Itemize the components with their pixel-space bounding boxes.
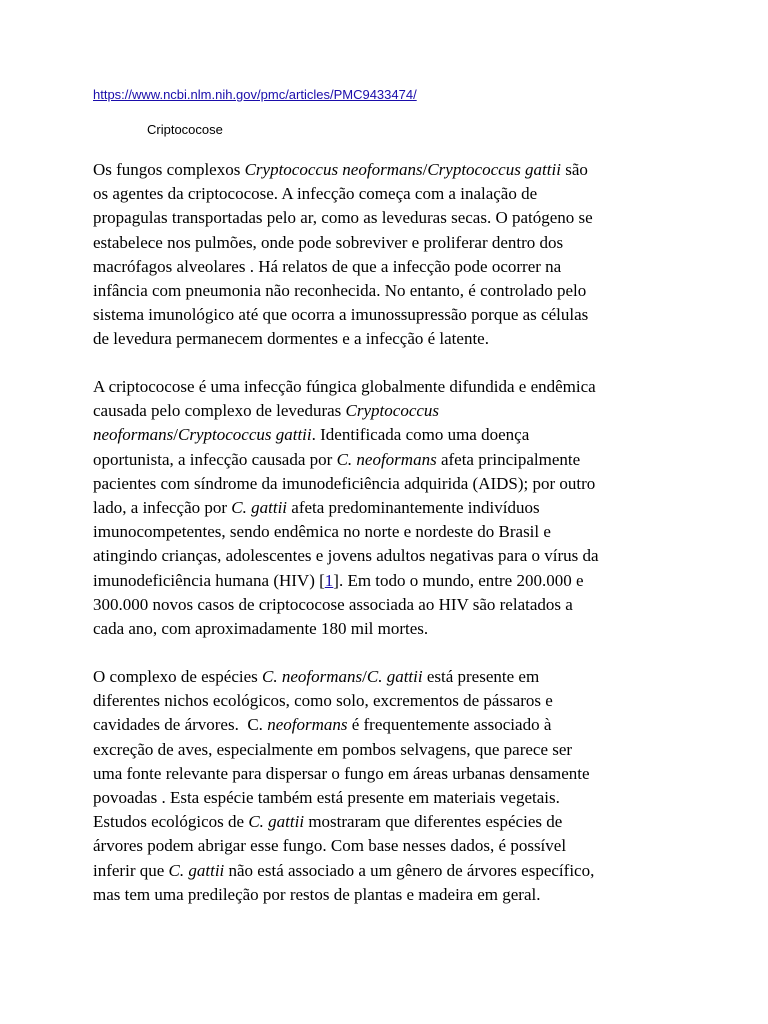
- paragraph-line: macrófagos alveolares . Há relatos de que a infecção pode ocorrer na: [93, 256, 562, 276]
- paragraph-line: atingindo crianças, adolescentes e jovens adultos negativas para o vírus da: [93, 546, 599, 566]
- paragraph-line: os agentes da criptococose. A infecção começa com a inalação de: [93, 184, 538, 204]
- paragraph-line: causada pelo complexo de leveduras Cryptococcus: [93, 401, 440, 421]
- source-url-link[interactable]: https://www.ncbi.nlm.nih.gov/pmc/articles/PMC9433474/: [93, 87, 417, 102]
- paragraph-line: sistema imunológico até que ocorra a imunossupressão porque as células: [93, 305, 589, 325]
- paragraph-line: A criptococose é uma infecção fúngica globalmente difundida e endêmica: [93, 377, 596, 396]
- paragraph-line: O complexo de espécies C. neoformans/C. gattii está presente em: [93, 667, 540, 686]
- source-url-line: [93, 87, 417, 103]
- paragraph-line: cada ano, com aproximadamente 180 mil mortes.: [93, 619, 429, 639]
- paragraph-line: de levedura permanecem dormentes e a infecção é latente.: [93, 329, 489, 349]
- paragraph-line: uma fonte relevante para dispersar o fungo em áreas urbanas densamente: [93, 763, 590, 783]
- paragraph-1: [93, 158, 683, 352]
- paragraph-line: propagulas transportadas pelo ar, como as leveduras secas. O patógeno se: [93, 208, 593, 228]
- paragraph-line: povoadas . Esta espécie também está presente em materiais vegetais.: [93, 788, 560, 808]
- paragraph-line: Estudos ecológicos de C. gattii mostraram que diferentes espécies de: [93, 812, 563, 832]
- paragraph-line: mas tem uma predileção por restos de plantas e madeira em geral.: [93, 884, 541, 904]
- reference-link[interactable]: 1: [324, 570, 334, 590]
- paragraph-line: 300.000 novos casos de criptococose associada ao HIV são relatados a: [93, 594, 573, 614]
- paragraph-line: imunocompetentes, sendo endêmica no norte e nordeste do Brasil e: [93, 522, 551, 542]
- paragraph-line: pacientes com síndrome da imunodeficiência adquirida (AIDS); por outro: [93, 473, 596, 493]
- paragraph-2: [93, 375, 683, 641]
- paragraph-line: diferentes nichos ecológicos, como solo, excrementos de pássaros e: [93, 691, 553, 711]
- document-title: Criptococose: [147, 122, 223, 137]
- paragraph-line: Os fungos complexos Cryptococcus neoformans/Cryptococcus gattii são: [93, 160, 588, 179]
- paragraph-line: estabelece nos pulmões, onde pode sobreviver e proliferar dentro dos: [93, 232, 564, 252]
- paragraph-line: cavidades de árvores. C. neoformans é frequentemente associado à: [93, 715, 552, 735]
- paragraph-line: neoformans/Cryptococcus gattii. Identificada como uma doença: [93, 425, 530, 445]
- paragraph-3: [93, 665, 683, 907]
- paragraph-line: excreção de aves, especialmente em pombos selvagens, que parece ser: [93, 739, 573, 759]
- paragraph-line: inferir que C. gattii não está associado a um gênero de árvores específico,: [93, 860, 595, 880]
- paragraph-line: infância com pneumonia não reconhecida. No entanto, é controlado pelo: [93, 281, 587, 301]
- paragraph-line: lado, a infecção por C. gattii afeta predominantemente indivíduos: [93, 498, 540, 518]
- paragraph-line: oportunista, a infecção causada por C. neoformans afeta principalmente: [93, 449, 581, 469]
- paragraph-line: imunodeficiência humana (HIV) [1]. Em todo o mundo, entre 200.000 e: [93, 570, 584, 590]
- paragraph-line: árvores podem abrigar esse fungo. Com base nesses dados, é possível: [93, 836, 567, 856]
